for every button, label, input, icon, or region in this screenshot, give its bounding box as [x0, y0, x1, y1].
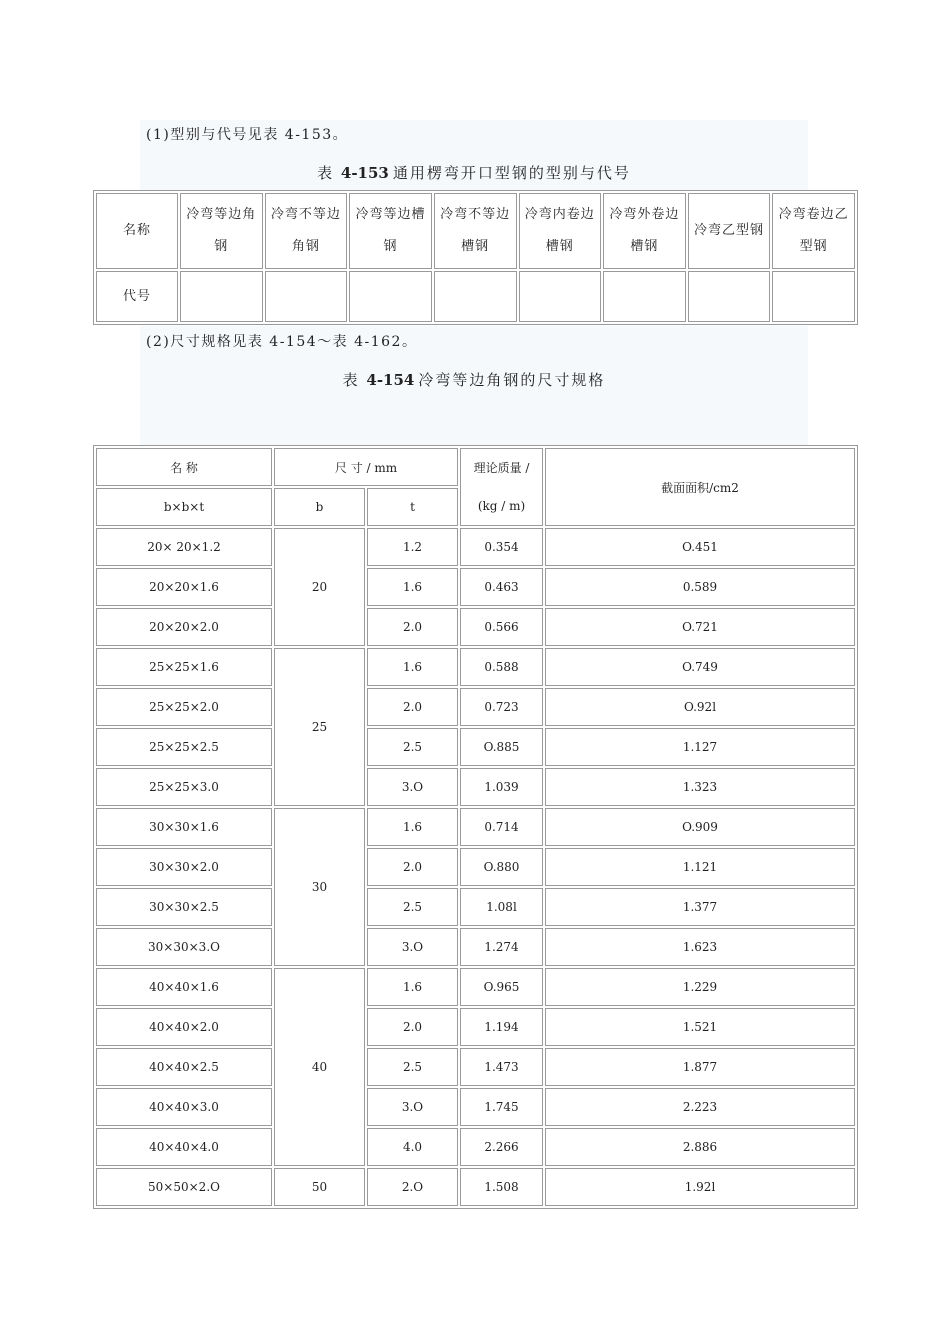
t-cell: 2.0 — [367, 608, 458, 646]
caption-prefix: 表 — [342, 371, 360, 389]
section1-intro: (1)型别与代号见表 4-153。 — [146, 127, 349, 143]
name-cell: 25×25×1.6 — [96, 648, 272, 686]
name-cell: 50×50×2.O — [96, 1168, 272, 1206]
mass-cell: 0.723 — [460, 688, 543, 726]
mass-cell: 0.566 — [460, 608, 543, 646]
table-row — [96, 688, 855, 726]
type-cell: 冷弯等边槽 钢 — [349, 193, 432, 269]
type-cell: 冷弯等边角 钢 — [180, 193, 263, 269]
area-cell: O.721 — [545, 608, 855, 646]
table-row — [96, 808, 855, 846]
section2-intro: (2)尺寸规格见表 4-154～表 4-162。 — [146, 334, 418, 350]
table-row — [96, 608, 855, 646]
mass-cell: 0.588 — [460, 648, 543, 686]
t-cell: 2.O — [367, 1168, 458, 1206]
table-row — [96, 848, 855, 886]
area-cell: 2.886 — [545, 1128, 855, 1166]
t-cell: 1.6 — [367, 968, 458, 1006]
t-cell: 2.0 — [367, 1008, 458, 1046]
name-cell: 40×40×2.0 — [96, 1008, 272, 1046]
area-cell: 1.121 — [545, 848, 855, 886]
code-cell — [349, 271, 432, 322]
area-cell: O.909 — [545, 808, 855, 846]
area-cell: 1.623 — [545, 928, 855, 966]
area-cell: 1.127 — [545, 728, 855, 766]
b-cell: 25 — [274, 648, 365, 806]
table-row — [96, 768, 855, 806]
t-cell: 2.0 — [367, 848, 458, 886]
type-cell: 冷弯外卷边 槽钢 — [603, 193, 686, 269]
mass-cell: 0.354 — [460, 528, 543, 566]
table-row — [96, 1088, 855, 1126]
header-t: t — [367, 488, 458, 526]
code-cell — [688, 271, 771, 322]
area-cell: 1.377 — [545, 888, 855, 926]
caption-text: 通用楞弯开口型钢的型别与代号 — [392, 164, 631, 182]
mass-cell: 1.039 — [460, 768, 543, 806]
area-cell: 1.92l — [545, 1168, 855, 1206]
table-row — [96, 1008, 855, 1046]
code-cell — [603, 271, 686, 322]
area-cell: 1.877 — [545, 1048, 855, 1086]
area-cell: 1.229 — [545, 968, 855, 1006]
name-cell: 25×25×2.5 — [96, 728, 272, 766]
type-cell: 冷弯内卷边 槽钢 — [519, 193, 602, 269]
b-cell: 30 — [274, 808, 365, 966]
area-cell: 0.589 — [545, 568, 855, 606]
name-cell: 40×40×3.0 — [96, 1088, 272, 1126]
table-row — [96, 968, 855, 1006]
area-cell: 2.223 — [545, 1088, 855, 1126]
mass-cell: O.880 — [460, 848, 543, 886]
name-cell: 25×25×3.0 — [96, 768, 272, 806]
t-cell: 2.5 — [367, 728, 458, 766]
name-cell: 40×40×1.6 — [96, 968, 272, 1006]
mass-cell: 1.194 — [460, 1008, 543, 1046]
name-cell: 20×20×2.0 — [96, 608, 272, 646]
table-row — [96, 728, 855, 766]
t-cell: 3.O — [367, 1088, 458, 1126]
mass-cell: 0.714 — [460, 808, 543, 846]
table-row — [96, 1048, 855, 1086]
type-cell: 冷弯乙型钢 — [688, 193, 771, 269]
table-row — [96, 568, 855, 606]
type-cell: 冷弯不等边 槽钢 — [434, 193, 517, 269]
area-cell: 1.521 — [545, 1008, 855, 1046]
t-cell: 3.O — [367, 768, 458, 806]
type-cell: 冷弯不等边 角钢 — [265, 193, 348, 269]
name-cell: 20× 20×1.2 — [96, 528, 272, 566]
mass-cell: 1.508 — [460, 1168, 543, 1206]
mass-cell: 1.08l — [460, 888, 543, 926]
type-cell: 冷弯卷边乙 型钢 — [772, 193, 855, 269]
t-cell: 1.6 — [367, 808, 458, 846]
table-row — [96, 1128, 855, 1166]
header-bbt: b×b×t — [96, 488, 272, 526]
t-cell: 1.6 — [367, 648, 458, 686]
area-cell: 1.323 — [545, 768, 855, 806]
t-cell: 2.0 — [367, 688, 458, 726]
table-row — [96, 528, 855, 566]
header-mass: 理论质量 / (kg / m) — [460, 448, 543, 526]
code-cell — [265, 271, 348, 322]
header-name: 名 称 — [96, 448, 272, 486]
code-cell — [772, 271, 855, 322]
mass-cell: 1.745 — [460, 1088, 543, 1126]
type-name-row — [96, 193, 855, 269]
row-label-code: 代号 — [96, 271, 178, 322]
row-label-name: 名称 — [96, 193, 178, 269]
mass-cell: O.885 — [460, 728, 543, 766]
mass-cell: 2.266 — [460, 1128, 543, 1166]
t-cell: 2.5 — [367, 888, 458, 926]
t-cell: 2.5 — [367, 1048, 458, 1086]
name-cell: 30×30×1.6 — [96, 808, 272, 846]
caption-text: 冷弯等边角钢的尺寸规格 — [418, 371, 606, 389]
t-cell: 4.0 — [367, 1128, 458, 1166]
name-cell: 30×30×2.0 — [96, 848, 272, 886]
header-size: 尺 寸 / mm — [274, 448, 458, 486]
table-row — [96, 648, 855, 686]
mass-cell: 1.274 — [460, 928, 543, 966]
name-cell: 40×40×4.0 — [96, 1128, 272, 1166]
table-row — [96, 888, 855, 926]
area-cell: O.451 — [545, 528, 855, 566]
b-cell: 50 — [274, 1168, 365, 1206]
table-4-154-caption — [140, 369, 808, 390]
type-code-table — [93, 190, 858, 325]
name-cell: 20×20×1.6 — [96, 568, 272, 606]
t-cell: 3.O — [367, 928, 458, 966]
code-cell — [519, 271, 602, 322]
name-cell: 30×30×3.O — [96, 928, 272, 966]
t-cell: 1.6 — [367, 568, 458, 606]
code-cell — [180, 271, 263, 322]
b-cell: 20 — [274, 528, 365, 646]
area-cell: O.92l — [545, 688, 855, 726]
area-cell: O.749 — [545, 648, 855, 686]
caption-number: 4-154 — [366, 371, 415, 389]
name-cell: 40×40×2.5 — [96, 1048, 272, 1086]
caption-number: 4-153 — [340, 164, 389, 182]
table-4-153-caption — [140, 162, 808, 183]
t-cell: 1.2 — [367, 528, 458, 566]
header-b: b — [274, 488, 365, 526]
caption-prefix: 表 — [317, 164, 335, 182]
header-row-1 — [96, 448, 855, 486]
table-row — [96, 928, 855, 966]
mass-cell: O.965 — [460, 968, 543, 1006]
header-area: 截面面积/cm2 — [545, 448, 855, 526]
name-cell: 30×30×2.5 — [96, 888, 272, 926]
mass-cell: 1.473 — [460, 1048, 543, 1086]
table-row — [96, 1168, 855, 1206]
mass-cell: 0.463 — [460, 568, 543, 606]
b-cell: 40 — [274, 968, 365, 1166]
name-cell: 25×25×2.0 — [96, 688, 272, 726]
code-cell — [434, 271, 517, 322]
equal-angle-size-table — [93, 445, 858, 1209]
code-row — [96, 271, 855, 322]
